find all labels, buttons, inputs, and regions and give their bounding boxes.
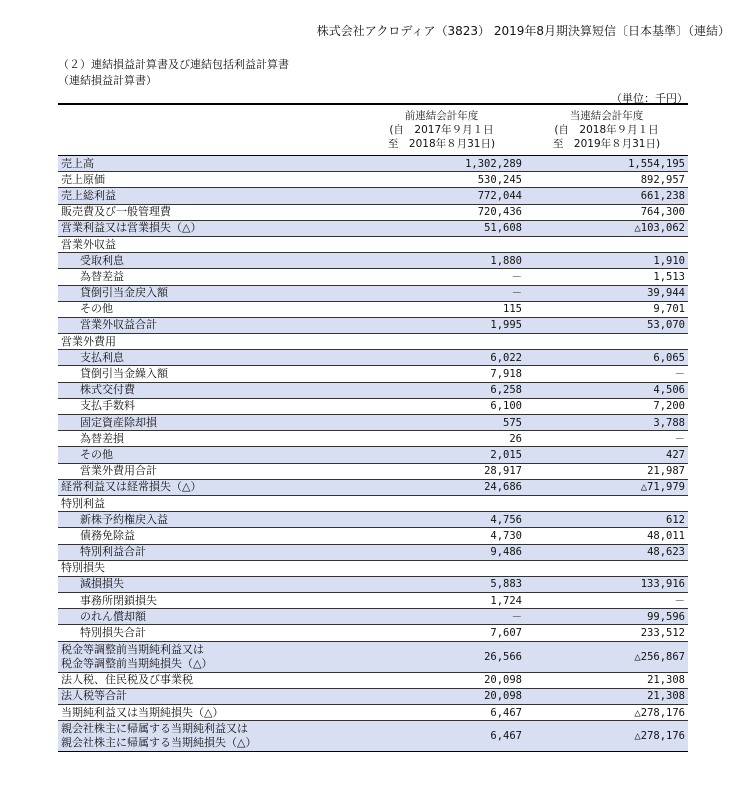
current-period-value: 1,910 — [653, 254, 685, 267]
current-period-to: 至 2019年８月31日) — [552, 138, 661, 150]
current-period-value: 661,238 — [640, 189, 685, 202]
income-statement-table — [58, 103, 688, 752]
current-period-value: 7,200 — [653, 400, 685, 413]
row-label — [58, 188, 358, 204]
current-period-value: △256,867 — [634, 650, 685, 663]
table-row — [58, 593, 688, 609]
row-label — [58, 528, 358, 544]
current-period-value: 21,308 — [647, 674, 685, 687]
current-period-value — [525, 236, 688, 252]
current-period-value: 427 — [666, 448, 685, 461]
current-period-value: 21,308 — [647, 690, 685, 703]
row-label — [58, 544, 358, 560]
row-label — [58, 479, 358, 495]
row-label-line: 売上高 — [61, 156, 94, 170]
current-period-value: △278,176 — [634, 706, 685, 719]
row-label-line: 特別損失合計 — [80, 626, 146, 640]
row-label — [58, 641, 358, 672]
prior-period-value: － — [511, 610, 522, 623]
table-row — [58, 544, 688, 560]
prior-period-from: (自 2017年９月１日 — [389, 124, 494, 136]
row-label-line: 為替差損 — [80, 431, 124, 445]
table-row — [58, 156, 688, 172]
prior-period-value: 5,883 — [490, 578, 522, 591]
prior-period-value: 720,436 — [477, 206, 522, 219]
row-label — [58, 253, 358, 269]
prior-period-value: 7,918 — [490, 368, 522, 381]
table-row — [58, 236, 688, 252]
table-row — [58, 253, 688, 269]
table-row — [58, 447, 688, 463]
document-header: 株式会社アクロディア（3823） 2019年8月期決算短信〔日本基準〕（連結） — [316, 24, 730, 38]
table-row — [58, 431, 688, 447]
prior-period-value — [358, 495, 525, 511]
table-row — [58, 350, 688, 366]
row-label-line: 貸倒引当金戻入額 — [80, 286, 168, 300]
sub-title: （連結損益計算書） — [58, 74, 157, 87]
table-row — [58, 721, 688, 752]
row-label — [58, 560, 358, 576]
row-label — [58, 705, 358, 721]
prior-period-value: 772,044 — [477, 189, 522, 202]
prior-period-value — [358, 334, 525, 350]
table-header-row — [58, 104, 688, 156]
row-label-line: 経常利益又は経常損失（△） — [61, 480, 202, 494]
table-row — [58, 172, 688, 188]
row-label-line: 営業外費用合計 — [80, 464, 157, 478]
table-row — [58, 415, 688, 431]
row-label-line: 営業外収益合計 — [80, 318, 157, 332]
prior-period-value: 4,756 — [490, 513, 522, 526]
current-period-value: － — [674, 368, 685, 381]
prior-period-value: 24,686 — [484, 481, 522, 494]
current-period-value: 133,916 — [640, 578, 685, 591]
current-period-value: 39,944 — [647, 287, 685, 300]
prior-period-value: 1,724 — [490, 594, 522, 607]
prior-period-value: 6,467 — [490, 706, 522, 719]
table-row — [58, 317, 688, 333]
row-label-line: 法人税、住民税及び事業税 — [61, 673, 193, 687]
prior-period-value: 530,245 — [477, 173, 522, 186]
current-period-value: 612 — [666, 513, 685, 526]
row-label-line: 販売費及び一般管理費 — [61, 205, 171, 219]
row-label — [58, 285, 358, 301]
current-period-value — [525, 334, 688, 350]
table-row — [58, 609, 688, 625]
row-label-line: 税金等調整前当期純利益又は — [61, 642, 204, 656]
prior-period-value: 1,302,289 — [465, 157, 522, 170]
row-label-line: 支払手数料 — [80, 399, 135, 413]
row-label — [58, 625, 358, 641]
row-label — [58, 688, 358, 704]
prior-period-value: 26,566 — [484, 650, 522, 663]
row-label-line: 固定資産除却損 — [80, 415, 157, 429]
row-label-line: 営業外費用 — [61, 334, 116, 348]
table-row — [58, 688, 688, 704]
row-label — [58, 721, 358, 752]
table-row — [58, 528, 688, 544]
row-label — [58, 672, 358, 688]
current-period-value: △71,979 — [640, 481, 685, 494]
row-label-line: 支払利息 — [80, 350, 124, 364]
row-label — [58, 236, 358, 252]
row-label — [58, 382, 358, 398]
prior-period-value: 28,917 — [484, 465, 522, 478]
row-label — [58, 366, 358, 382]
current-period-value: 764,300 — [640, 206, 685, 219]
prior-period-value: 7,607 — [490, 627, 522, 640]
prior-period-value: 6,258 — [490, 384, 522, 397]
row-label-line: 貸倒引当金繰入額 — [80, 367, 168, 381]
row-label-line: 親会社株主に帰属する当期純利益又は — [61, 722, 248, 736]
prior-period-value: 51,608 — [484, 222, 522, 235]
prior-period-value: 115 — [503, 303, 522, 316]
current-period-header — [525, 104, 688, 156]
row-label-line: 特別利益合計 — [80, 545, 146, 559]
prior-period-value: 2,015 — [490, 448, 522, 461]
row-label-line: 親会社株主に帰属する当期純損失（△） — [61, 736, 257, 750]
prior-period-value: 1,880 — [490, 254, 522, 267]
table-row — [58, 512, 688, 528]
prior-period-header — [358, 104, 525, 156]
prior-period-value: 575 — [503, 416, 522, 429]
row-label — [58, 463, 358, 479]
row-label — [58, 576, 358, 592]
row-label — [58, 301, 358, 317]
row-label — [58, 398, 358, 414]
table-row — [58, 495, 688, 511]
current-period-value: 99,596 — [647, 610, 685, 623]
prior-period-value — [358, 560, 525, 576]
prior-period-value — [358, 236, 525, 252]
current-period-from: (自 2018年９月１日 — [554, 124, 659, 136]
row-label — [58, 269, 358, 285]
row-label-line: 新株予約権戻入益 — [80, 512, 168, 526]
table-row — [58, 398, 688, 414]
row-label-line: 為替差益 — [80, 269, 124, 283]
current-period-title: 当連結会計年度 — [569, 110, 644, 122]
current-period-value: 1,554,195 — [628, 157, 685, 170]
table-row — [58, 382, 688, 398]
table-row — [58, 479, 688, 495]
table-row — [58, 220, 688, 236]
row-label — [58, 512, 358, 528]
current-period-value: 48,623 — [647, 546, 685, 559]
current-period-value: 48,011 — [647, 529, 685, 542]
section-title: （２）連結損益計算書及び連結包括利益計算書 — [58, 58, 289, 71]
row-label-line: 売上総利益 — [61, 188, 116, 202]
table-row — [58, 269, 688, 285]
prior-period-title: 前連結会計年度 — [404, 110, 479, 122]
unit-label: （単位：千円） — [611, 92, 688, 105]
prior-period-value: 4,730 — [490, 529, 522, 542]
current-period-value: △103,062 — [634, 222, 685, 235]
prior-period-value: 20,098 — [484, 674, 522, 687]
row-label — [58, 415, 358, 431]
row-label-line: 営業利益又は営業損失（△） — [61, 221, 202, 235]
current-period-value — [525, 495, 688, 511]
row-label-line: 当期純利益又は当期純損失（△） — [61, 705, 224, 719]
current-period-value: 892,957 — [640, 173, 685, 186]
row-label — [58, 593, 358, 609]
table-row — [58, 641, 688, 672]
current-period-value: － — [674, 594, 685, 607]
row-label — [58, 609, 358, 625]
current-period-value: 3,788 — [653, 416, 685, 429]
current-period-value: 6,065 — [653, 351, 685, 364]
row-label-line: 特別利益 — [61, 496, 105, 510]
prior-period-value: － — [511, 270, 522, 283]
row-label-line: 売上原価 — [61, 172, 105, 186]
prior-period-value: 20,098 — [484, 690, 522, 703]
table-row — [58, 463, 688, 479]
header-blank-cell — [58, 104, 358, 156]
row-label-line: 事務所閉鎖損失 — [80, 593, 157, 607]
current-period-value: － — [674, 432, 685, 445]
row-label — [58, 350, 358, 366]
current-period-value: 9,701 — [653, 303, 685, 316]
row-label — [58, 495, 358, 511]
current-period-value — [525, 560, 688, 576]
table-row — [58, 560, 688, 576]
current-period-value: 53,070 — [647, 319, 685, 332]
prior-period-to: 至 2018年８月31日) — [387, 138, 496, 150]
table-row — [58, 301, 688, 317]
table-row — [58, 204, 688, 220]
row-label-line: 債務免除益 — [80, 528, 135, 542]
row-label — [58, 317, 358, 333]
row-label — [58, 334, 358, 350]
prior-period-value: 6,022 — [490, 351, 522, 364]
row-label-line: その他 — [80, 447, 113, 461]
row-label — [58, 431, 358, 447]
prior-period-value: 26 — [509, 432, 522, 445]
current-period-value: 1,513 — [653, 270, 685, 283]
prior-period-value: 6,100 — [490, 400, 522, 413]
row-label-line: 特別損失 — [61, 561, 105, 575]
table-row — [58, 705, 688, 721]
row-label-line: 株式交付費 — [80, 383, 135, 397]
row-label — [58, 220, 358, 236]
table-row — [58, 188, 688, 204]
table-row — [58, 625, 688, 641]
row-label — [58, 156, 358, 172]
row-label-line: 税金等調整前当期純損失（△） — [61, 656, 213, 670]
table-row — [58, 366, 688, 382]
table-row — [58, 576, 688, 592]
current-period-value: 233,512 — [640, 627, 685, 640]
row-label-line: 法人税等合計 — [61, 689, 127, 703]
prior-period-value: 6,467 — [490, 730, 522, 743]
table-row — [58, 285, 688, 301]
row-label-line: 減損損失 — [80, 577, 124, 591]
table-row — [58, 672, 688, 688]
row-label — [58, 447, 358, 463]
row-label-line: のれん償却額 — [80, 609, 146, 623]
prior-period-value: 1,995 — [490, 319, 522, 332]
row-label — [58, 172, 358, 188]
current-period-value: 4,506 — [653, 384, 685, 397]
row-label-line: その他 — [80, 302, 113, 316]
row-label-line: 受取利息 — [80, 253, 124, 267]
row-label — [58, 204, 358, 220]
current-period-value: △278,176 — [634, 730, 685, 743]
table-row — [58, 334, 688, 350]
row-label-line: 営業外収益 — [61, 237, 116, 251]
current-period-value: 21,987 — [647, 465, 685, 478]
prior-period-value: 9,486 — [490, 546, 522, 559]
prior-period-value: － — [511, 287, 522, 300]
